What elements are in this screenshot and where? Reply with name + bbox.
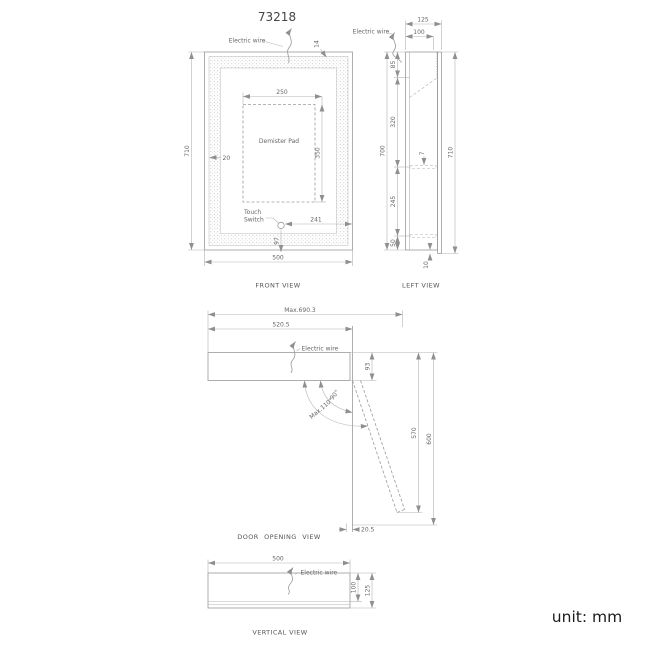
dim-front-frame [314, 40, 327, 57]
keyhole-slot-upper [410, 166, 436, 169]
door-panel-open-dashed [353, 381, 405, 513]
door-opening-view [208, 307, 438, 541]
svg-text:20.5: 20.5 [361, 526, 375, 534]
svg-text:600: 600 [426, 433, 433, 445]
mounting-bracket-profile [410, 53, 438, 98]
svg-text:710: 710 [447, 146, 455, 159]
svg-text:10: 10 [423, 261, 430, 269]
svg-text:320: 320 [390, 116, 397, 128]
svg-text:100: 100 [350, 581, 358, 594]
touch-switch-leader [266, 218, 279, 223]
mirror-glass-panel [438, 52, 442, 254]
electric-wire-squiggle-left [393, 33, 402, 63]
electric-wire-label-left: Electric wire [352, 28, 390, 36]
electric-wire-squiggle-vertical [288, 568, 293, 595]
drawing-number: 73218 [257, 10, 297, 24]
svg-text:100: 100 [413, 29, 425, 36]
left-view-body [406, 52, 438, 250]
svg-text:7: 7 [419, 151, 426, 156]
vertical-view [208, 556, 376, 637]
svg-text:85: 85 [390, 60, 397, 69]
svg-text:500: 500 [272, 555, 284, 563]
front-view-outline [205, 52, 353, 250]
svg-text:Max.690.3: Max.690.3 [284, 307, 316, 314]
dim-left-height-overall [442, 52, 459, 254]
svg-text:93: 93 [364, 362, 372, 371]
demister-pad-rect [243, 105, 315, 203]
dim-door-drop [397, 353, 423, 513]
touch-switch-label-2: Switch [244, 216, 264, 224]
touch-switch-circle [278, 222, 284, 228]
electric-wire-label-vertical: Electric wire [300, 569, 338, 577]
dim-slot-height [419, 151, 426, 165]
angle-open-label: 90° [328, 388, 341, 402]
left-view-label: LEFT VIEW [402, 281, 440, 290]
dim-switch-to-bottom [274, 230, 282, 253]
dim-left-depth-body [406, 29, 434, 50]
front-view [184, 29, 353, 290]
unit-label: unit: mm [551, 608, 623, 626]
svg-text:14: 14 [313, 40, 321, 48]
front-view-label: FRONT VIEW [255, 281, 301, 290]
svg-text:245: 245 [390, 195, 397, 208]
electric-wire-label-door: Electric wire [301, 345, 339, 353]
cabinet-bar-outline [208, 353, 350, 381]
led-strip-band [209, 57, 348, 246]
svg-text:350: 350 [314, 147, 322, 159]
angle-max-label: Max.110° [308, 396, 335, 421]
dim-door-depth [350, 353, 438, 381]
door-view-label: DOOR OPENING VIEW [237, 533, 321, 541]
vertical-view-outline [208, 573, 350, 608]
svg-text:250: 250 [276, 89, 288, 96]
svg-text:125: 125 [417, 16, 429, 24]
dim-door-width [208, 322, 353, 330]
dim-front-width [205, 250, 353, 266]
svg-text:97: 97 [273, 237, 281, 245]
svg-text:710: 710 [184, 145, 191, 157]
svg-text:125: 125 [364, 584, 372, 597]
dim-pad-width [243, 89, 322, 104]
dim-left-height-body [380, 52, 388, 250]
svg-text:500: 500 [272, 254, 284, 262]
demister-pad-label: Demister Pad [258, 138, 300, 145]
svg-text:520.5: 520.5 [272, 321, 290, 329]
keyhole-slot-lower [410, 235, 436, 238]
svg-text:700: 700 [379, 145, 387, 157]
left-view [353, 17, 459, 290]
dim-left-chain [384, 52, 410, 250]
svg-text:570: 570 [411, 427, 418, 439]
touch-switch-label-1: Touch [244, 209, 262, 216]
dim-bottom-lip [423, 244, 430, 269]
dim-front-height [184, 52, 205, 250]
dim-pad-height [315, 97, 327, 203]
electric-wire-label-front: Electric wire [228, 37, 266, 45]
electric-wire-squiggle-door [291, 342, 296, 374]
vertical-view-label: VERTICAL VIEW [252, 628, 308, 637]
svg-text:20: 20 [222, 154, 231, 162]
svg-text:50: 50 [390, 239, 397, 247]
svg-text:241: 241 [310, 216, 322, 224]
dim-total-drop [353, 353, 438, 526]
